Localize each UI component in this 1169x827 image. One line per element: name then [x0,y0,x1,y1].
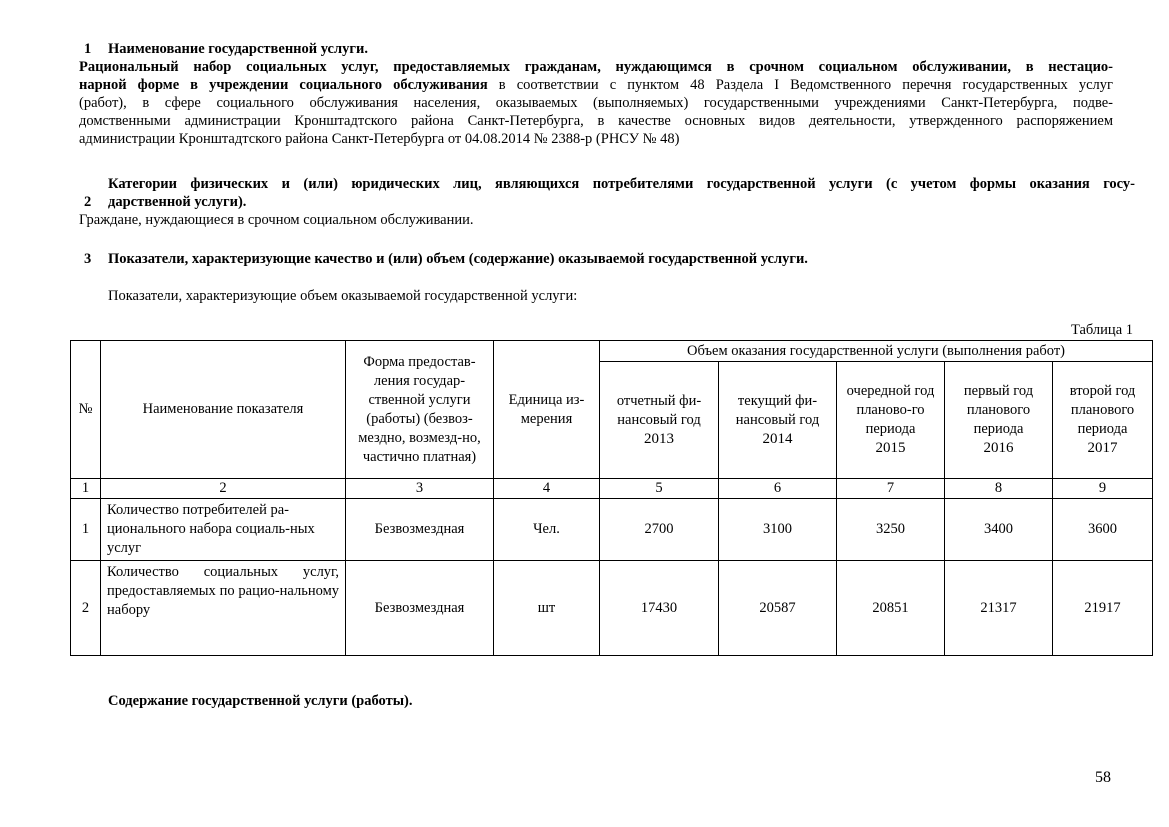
section-3-title: Показатели, характеризующие качество и (или) объем (содержание) оказываемой государственной услуги. [108,251,808,267]
table-caption: Таблица 1 [1070,322,1133,338]
row-unit: шт [494,561,600,656]
col-number: 9 [1053,479,1153,499]
volume-indicators-table [70,340,1153,656]
row-indicator-name: Количество социальных услуг, предоставляемых по рацио-нальному набору [101,561,346,656]
table-header-row-1 [71,341,1153,362]
header-number: № [71,341,101,479]
row-value-2017: 3600 [1053,499,1153,561]
col-number: 2 [101,479,346,499]
header-year-2015: очередной год планово-го периода 2015 [837,362,945,479]
section-1-line-2: нарной форме в учреждении социального обслуживания в соответствии с пунктом 48 Раздела I Ведомственного перечня государственных услуг [79,77,1113,93]
page-number: 58 [1095,769,1111,786]
section-1-line-4: домственными администрации Кронштадтского района Санкт-Петербурга, в качестве основных видов деятельности, утвержденного распоряжением [79,113,1113,129]
section-1-title: Наименование государственной услуги. [108,41,368,57]
header-unit: Единица из-мерения [494,341,600,479]
col-number: 1 [71,479,101,499]
row-value-2015: 3250 [837,499,945,561]
row-value-2015: 20851 [837,561,945,656]
section-1-number: 1 [84,41,92,57]
col-number: 7 [837,479,945,499]
header-year-2013: отчетный фи-нансовый год 2013 [600,362,719,479]
col-number: 3 [346,479,494,499]
col-number: 4 [494,479,600,499]
column-number-row [71,479,1153,499]
header-service-form: Форма предостав-ления государ-ственной услуги (работы) (безвоз-мездно, возмезд-но, частично платная) [346,341,494,479]
header-year-2017: второй год планового периода 2017 [1053,362,1153,479]
section-2-text: Граждане, нуждающиеся в срочном социальном обслуживании. [79,212,474,228]
row-value-2014: 20587 [719,561,837,656]
section-3-subtitle: Показатели, характеризующие объем оказываемой государственной услуги: [108,288,578,304]
row-number: 2 [71,561,101,656]
row-value-2017: 21917 [1053,561,1153,656]
header-year-2014: текущий фи-нансовый год 2014 [719,362,837,479]
section-2-title-line-1: Категории физических и (или) юридических лиц, являющихся потребителями государственной услуги (с учетом формы оказания госу- [108,176,1135,192]
row-indicator-name: Количество потребителей ра-ционального набора социаль-ных услуг [101,499,346,561]
header-volume: Объем оказания государственной услуги (выполнения работ) [600,341,1153,362]
section-1-text [79,58,1113,148]
section-1-line-1: Рациональный набор социальных услуг, предоставляемых гражданам, нуждающимся в срочном социальном обслуживании, в нестацио- [79,59,1113,75]
row-service-form: Безвозмездная [346,561,494,656]
header-indicator-name: Наименование показателя [101,341,346,479]
section-2-number: 2 [84,194,92,210]
row-value-2016: 3400 [945,499,1053,561]
col-number: 5 [600,479,719,499]
section-3-number: 3 [84,251,92,267]
row-value-2016: 21317 [945,561,1053,656]
col-number: 8 [945,479,1053,499]
section-1-line-3: (работ), в сфере социального обслуживания населения, оказываемых (выполняемых) государственными учреждениями Санкт-Петербурга, подве- [79,95,1113,111]
section-1-line-5: администрации Кронштадтского района Санкт-Петербурга от 04.08.2014 № 2388-р (РНСУ № 48) [79,131,680,147]
section-2-title-line-2: дарственной услуги). [108,194,247,210]
row-service-form: Безвозмездная [346,499,494,561]
table-row [71,499,1153,561]
header-year-2016: первый год планового периода 2016 [945,362,1053,479]
row-value-2013: 17430 [600,561,719,656]
row-unit: Чел. [494,499,600,561]
table-row [71,561,1153,656]
row-value-2013: 2700 [600,499,719,561]
col-number: 6 [719,479,837,499]
row-value-2014: 3100 [719,499,837,561]
service-content-heading: Содержание государственной услуги (работы). [108,693,413,709]
row-number: 1 [71,499,101,561]
